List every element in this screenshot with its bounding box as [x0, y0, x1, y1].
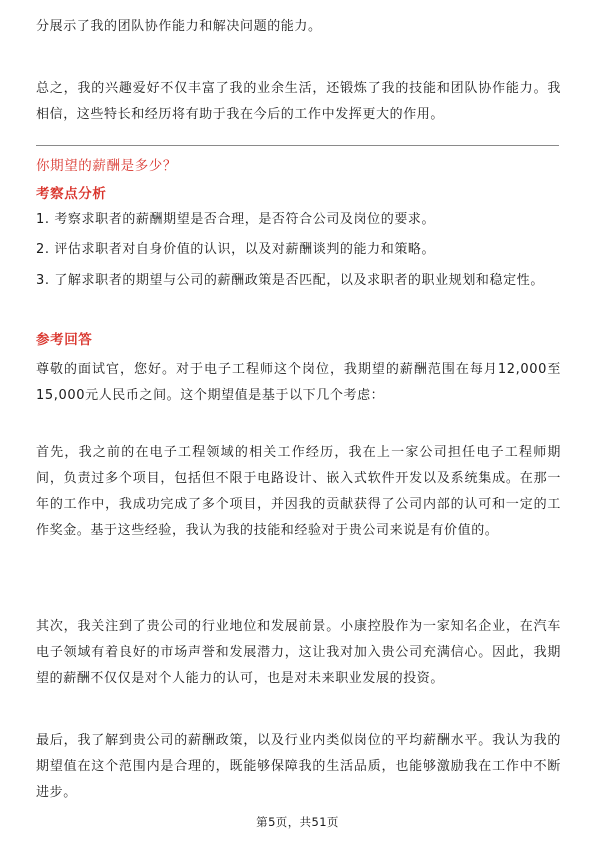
answer-paragraph: 最后，我了解到贵公司的薪酬政策，以及行业内类似岗位的平均薪酬水平。我认为我的期望值在这个范围内是合理的，既能够保障我的生活品质，也能够激励我在工作中不断进步。: [36, 733, 561, 800]
answer-paragraph: 首先，我之前的在电子工程领域的相关工作经历，我在上一家公司担任电子工程师期间，负责过多个项目，包括但不限于电路设计、嵌入式软件开发以及系统集成。在那一年的工作中，我成功完成了多个项目，并因我的贡献获得了公司内部的认可和一定的工作奖金。基于这些经验，我认为我的技能和经验对于贵公司来说是有价值的。: [36, 445, 561, 538]
analysis-label: 考察点分析: [36, 186, 107, 202]
answer-paragraph: 尊敬的面试官，您好。对于电子工程师这个岗位，我期望的薪酬范围在每月12,000至15,000元人民币之间。这个期望值是基于以下几个考虑：: [36, 362, 561, 403]
section-divider: [36, 145, 559, 146]
analysis-item: 2. 评估求职者对自身价值的认识，以及对薪酬谈判的能力和策略。: [36, 242, 436, 257]
page-number-footer: 第5页，共51页: [256, 815, 339, 829]
analysis-item: 1. 考察求职者的薪酬期望是否合理，是否符合公司及岗位的要求。: [36, 212, 436, 227]
answer-label: 参考回答: [36, 332, 93, 348]
question-heading: 你期望的薪酬是多少？: [36, 158, 177, 174]
continuation-paragraph: 分展示了我的团队协作能力和解决问题的能力。: [36, 19, 322, 34]
answer-paragraph: 其次，我关注到了贵公司的行业地位和发展前景。小康控股作为一家知名企业，在汽车电子领域有着良好的市场声誉和发展潜力，这让我对加入贵公司充满信心。因此，我期望的薪酬不仅仅是对个人能力的认可，也是对未来职业发展的投资。: [36, 619, 561, 686]
summary-paragraph: 总之，我的兴趣爱好不仅丰富了我的业余生活，还锻炼了我的技能和团队协作能力。我相信，这些特长和经历将有助于我在今后的工作中发挥更大的作用。: [36, 81, 561, 122]
analysis-item: 3. 了解求职者的期望与公司的薪酬政策是否匹配，以及求职者的职业规划和稳定性。: [36, 273, 544, 288]
